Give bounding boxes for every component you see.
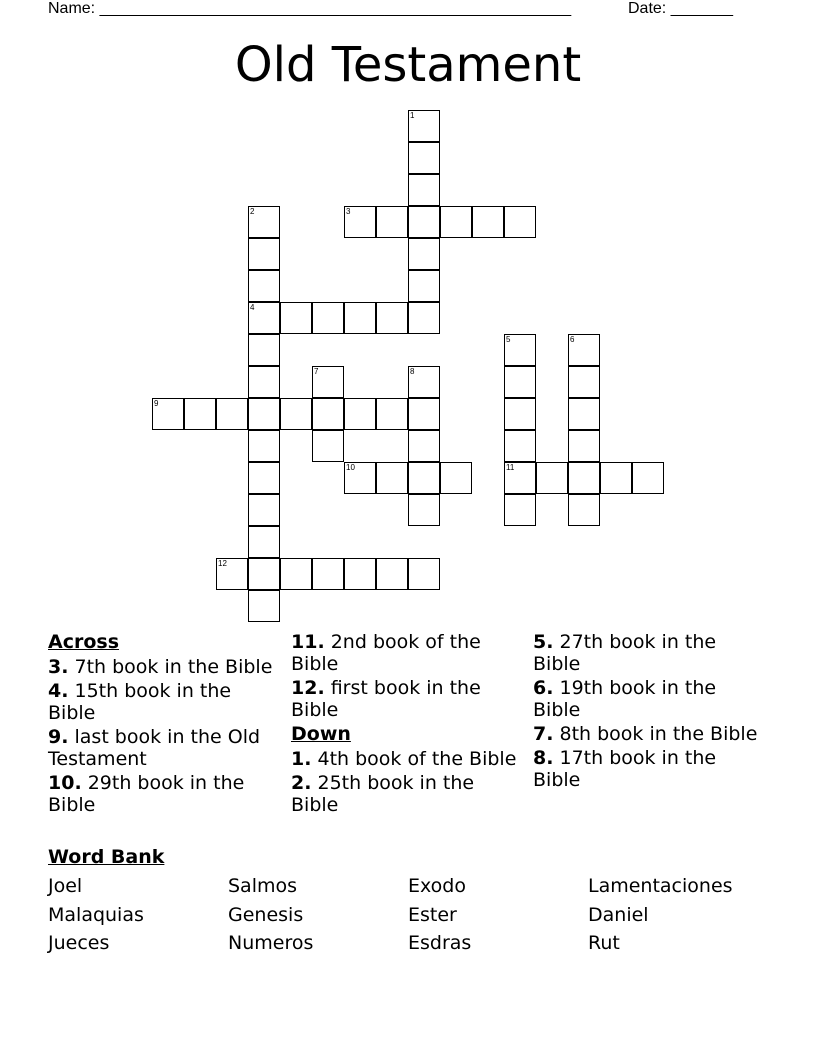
clue-number-label: 8 [410,367,415,376]
name-field[interactable]: Name: _____________________________________________________ [48,0,572,17]
crossword-cell[interactable] [408,110,440,142]
clue-number-label: 5 [506,335,511,344]
crossword-cell[interactable] [568,334,600,366]
crossword-cell[interactable] [536,462,568,494]
crossword-cell[interactable] [248,462,280,494]
crossword-cell[interactable] [440,206,472,238]
clue-number: 9. [48,726,69,748]
crossword-cell[interactable] [472,206,504,238]
clue-across-11 [291,631,521,675]
clue-text: 25th book in the Bible [291,772,475,816]
crossword-cell[interactable] [248,526,280,558]
crossword-cell[interactable] [248,302,280,334]
crossword-cell[interactable] [344,462,376,494]
word-bank-word: Numeros [228,932,314,954]
crossword-cell[interactable] [376,462,408,494]
page-title: Old Testament [234,37,582,93]
clue-number: 11. [291,631,325,653]
crossword-cell[interactable] [248,494,280,526]
crossword-cell[interactable] [312,430,344,462]
word-bank-word: Esdras [408,932,472,954]
clue-number: 5. [533,631,554,653]
clue-text: 8th book in the Bible [559,723,758,745]
word-bank-word: Ester [408,904,457,926]
clue-down-7 [533,723,763,745]
crossword-cell[interactable] [568,494,600,526]
crossword-cell[interactable] [504,462,536,494]
clue-across-4 [48,680,278,724]
clue-number: 3. [48,656,69,678]
clue-down-2 [291,772,521,816]
crossword-cell[interactable] [568,366,600,398]
crossword-cell[interactable] [568,462,600,494]
clue-down-8 [533,747,763,791]
crossword-cell[interactable] [408,398,440,430]
clue-text: 7th book in the Bible [74,656,273,678]
crossword-cell[interactable] [504,334,536,366]
clue-text: first book in the Bible [291,677,481,721]
crossword-cell[interactable] [312,302,344,334]
clue-number-label: 2 [250,207,255,216]
crossword-cell[interactable] [408,430,440,462]
word-bank-heading: Word Bank [48,846,165,868]
crossword-cell[interactable] [312,366,344,398]
crossword-cell[interactable] [344,558,376,590]
crossword-cell[interactable] [248,398,280,430]
crossword-cell[interactable] [376,206,408,238]
clue-number-label: 4 [250,303,255,312]
clue-number-label: 7 [314,367,319,376]
crossword-cell[interactable] [504,430,536,462]
clue-number: 6. [533,677,554,699]
clue-number: 2. [291,772,312,794]
clue-number-label: 6 [570,335,575,344]
crossword-cell[interactable] [408,270,440,302]
crossword-cell[interactable] [568,398,600,430]
crossword-cell[interactable] [408,302,440,334]
crossword-cell[interactable] [248,366,280,398]
crossword-cell[interactable] [216,398,248,430]
crossword-cell[interactable] [408,366,440,398]
crossword-cell[interactable] [280,558,312,590]
crossword-cell[interactable] [408,558,440,590]
crossword-cell[interactable] [344,206,376,238]
crossword-cell[interactable] [600,462,632,494]
crossword-cell[interactable] [248,590,280,622]
clue-number-label: 12 [218,559,227,568]
clue-number: 4. [48,680,69,702]
crossword-cell[interactable] [344,302,376,334]
crossword-cell[interactable] [152,398,184,430]
down-heading: Down [291,723,351,745]
crossword-cell[interactable] [184,398,216,430]
crossword-cell[interactable] [312,558,344,590]
word-bank-word: Lamentaciones [588,875,733,897]
clue-across-12 [291,677,521,721]
word-bank-word: Jueces [48,932,110,954]
crossword-cell[interactable] [248,238,280,270]
crossword-cell[interactable] [248,206,280,238]
clue-text: 4th book of the Bible [317,748,517,770]
date-field[interactable]: Date: _______ [628,0,733,17]
crossword-cell[interactable] [504,206,536,238]
clue-down-1 [291,748,521,770]
clue-across-10 [48,772,278,816]
word-bank-word: Daniel [588,904,649,926]
crossword-cell[interactable] [408,142,440,174]
clue-across-3 [48,656,278,678]
crossword-cell[interactable] [216,558,248,590]
clues-column-1 [48,631,278,818]
clue-down-6 [533,677,763,721]
crossword-cell[interactable] [248,334,280,366]
crossword-cell[interactable] [248,270,280,302]
clue-text: 19th book in the Bible [533,677,717,721]
crossword-cell[interactable] [248,558,280,590]
crossword-cell[interactable] [312,398,344,430]
crossword-cell[interactable] [248,430,280,462]
crossword-cell[interactable] [408,174,440,206]
word-bank-word: Malaquias [48,904,144,926]
clue-number: 1. [291,748,312,770]
clue-text: 15th book in the Bible [48,680,232,724]
clue-number-label: 10 [346,463,355,472]
clue-number-label: 3 [346,207,351,216]
clue-text: last book in the Old Testament [48,726,261,770]
word-bank-word: Rut [588,932,620,954]
crossword-cell[interactable] [280,398,312,430]
crossword-cell[interactable] [632,462,664,494]
crossword-cell[interactable] [504,494,536,526]
crossword-cell[interactable] [408,238,440,270]
word-bank-word: Salmos [228,875,298,897]
clue-number-label: 9 [154,399,159,408]
clue-number: 10. [48,772,82,794]
clue-number: 8. [533,747,554,769]
clue-number-label: 1 [410,111,415,120]
crossword-cell[interactable] [568,430,600,462]
clue-number: 7. [533,723,554,745]
word-bank-word: Joel [48,875,83,897]
clue-text: 27th book in the Bible [533,631,717,675]
crossword-cell[interactable] [280,302,312,334]
clue-text: 29th book in the Bible [48,772,245,816]
crossword-cell[interactable] [376,558,408,590]
crossword-cell[interactable] [408,462,440,494]
crossword-cell[interactable] [376,302,408,334]
clue-number-label: 11 [506,463,515,472]
word-bank-word: Genesis [228,904,304,926]
clues-column-3 [533,631,763,793]
crossword-cell[interactable] [344,398,376,430]
crossword-cell[interactable] [440,462,472,494]
crossword-cell[interactable] [504,398,536,430]
clue-number: 12. [291,677,325,699]
across-heading: Across [48,631,120,653]
clue-text: 17th book in the Bible [533,747,717,791]
crossword-cell[interactable] [376,398,408,430]
crossword-cell[interactable] [504,366,536,398]
crossword-cell[interactable] [408,206,440,238]
crossword-cell[interactable] [408,494,440,526]
clue-text: 2nd book of the Bible [291,631,481,675]
clues-column-2 [291,631,521,818]
word-bank-word: Exodo [408,875,466,897]
clue-down-5 [533,631,763,675]
clue-across-9 [48,726,278,770]
